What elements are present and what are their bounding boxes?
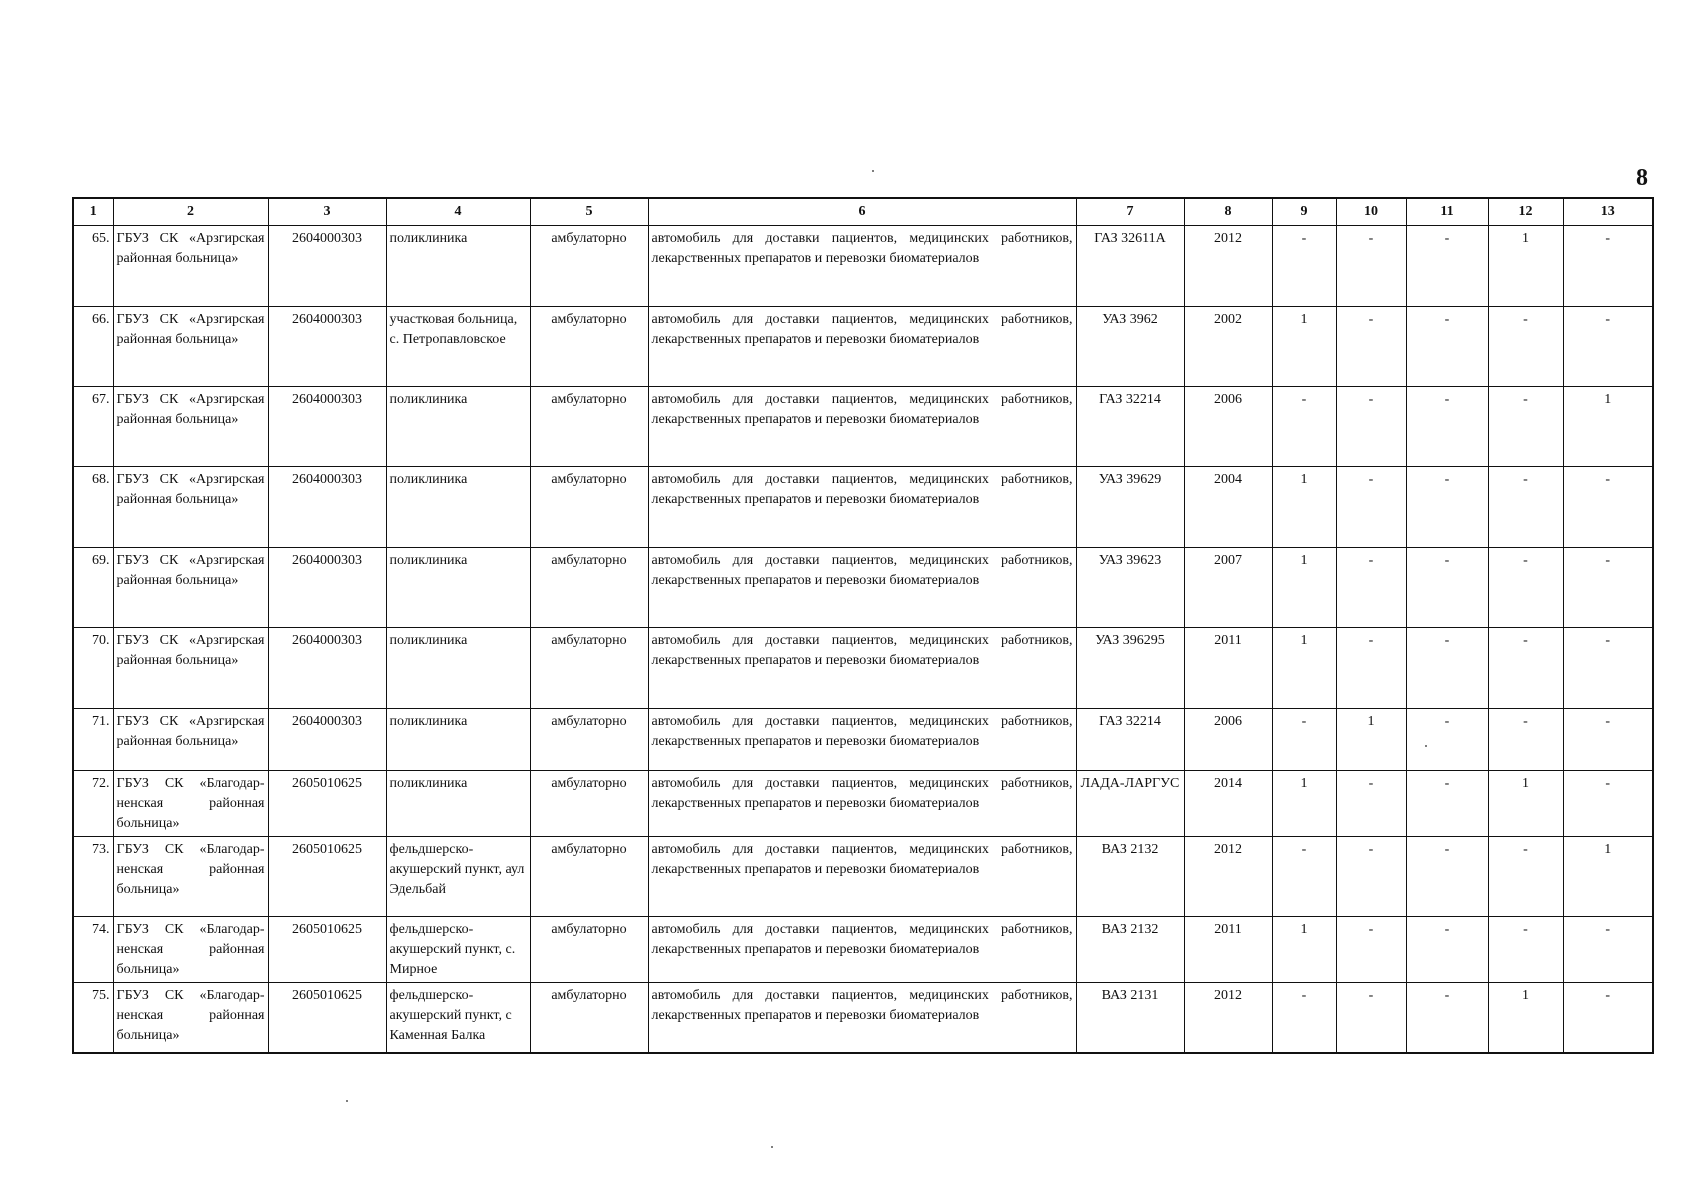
vehicle-purpose: автомобиль для доставки пациентов, медицинских работников, лекарственных препаратов и перевозки биоматериалов (648, 917, 1076, 983)
registration-code: 2605010625 (268, 837, 386, 917)
vehicle-purpose: автомобиль для доставки пациентов, медицинских работников, лекарственных препаратов и перевозки биоматериалов (648, 771, 1076, 837)
cell-col-10: 1 (1336, 709, 1406, 771)
cell-col-13: - (1563, 467, 1653, 548)
cell-col-13: - (1563, 307, 1653, 387)
vehicle-model: ГАЗ 32611А (1076, 226, 1184, 307)
column-header-5: 5 (530, 198, 648, 226)
registration-code: 2604000303 (268, 226, 386, 307)
column-number-header (73, 198, 1653, 226)
facility-unit: фельдшерско-акушерский пункт, с Каменная Балка (386, 983, 530, 1053)
table-row (73, 548, 1653, 628)
vehicle-purpose: автомобиль для доставки пациентов, медицинских работников, лекарственных препаратов и перевозки биоматериалов (648, 983, 1076, 1053)
row-number: 68. (73, 467, 113, 548)
vehicle-model: УАЗ 396295 (1076, 628, 1184, 709)
column-header-9: 9 (1272, 198, 1336, 226)
organization-name: ГБУЗ СК «Арзгирская районная больница» (113, 226, 268, 307)
care-mode: амбулаторно (530, 307, 648, 387)
manufacture-year: 2012 (1184, 226, 1272, 307)
care-mode: амбулаторно (530, 467, 648, 548)
manufacture-year: 2004 (1184, 467, 1272, 548)
vehicle-purpose: автомобиль для доставки пациентов, медицинских работников, лекарственных препаратов и перевозки биоматериалов (648, 548, 1076, 628)
manufacture-year: 2007 (1184, 548, 1272, 628)
cell-col-11: - (1406, 771, 1488, 837)
facility-unit: поликлиника (386, 771, 530, 837)
cell-col-9: 1 (1272, 467, 1336, 548)
organization-name: ГБУЗ СК «Благодар-ненская районная больница» (113, 983, 268, 1053)
registration-code: 2605010625 (268, 771, 386, 837)
manufacture-year: 2011 (1184, 917, 1272, 983)
column-header-4: 4 (386, 198, 530, 226)
page-number: 8 (1636, 165, 1648, 191)
cell-col-9: - (1272, 226, 1336, 307)
care-mode: амбулаторно (530, 628, 648, 709)
table-row (73, 771, 1653, 837)
facility-unit: поликлиника (386, 467, 530, 548)
organization-name: ГБУЗ СК «Благодар-ненская районная больница» (113, 917, 268, 983)
facility-unit: фельдшерско-акушерский пункт, с. Мирное (386, 917, 530, 983)
cell-col-13: - (1563, 548, 1653, 628)
care-mode: амбулаторно (530, 983, 648, 1053)
table-row (73, 709, 1653, 771)
scan-speck (872, 170, 874, 172)
cell-col-13: - (1563, 628, 1653, 709)
cell-col-9: - (1272, 837, 1336, 917)
cell-col-11: - (1406, 709, 1488, 771)
vehicle-model: ГАЗ 32214 (1076, 387, 1184, 467)
cell-col-11: - (1406, 628, 1488, 709)
organization-name: ГБУЗ СК «Арзгирская районная больница» (113, 709, 268, 771)
facility-unit: поликлиника (386, 628, 530, 709)
care-mode: амбулаторно (530, 226, 648, 307)
organization-name: ГБУЗ СК «Благодар-ненская районная больница» (113, 837, 268, 917)
table-row (73, 226, 1653, 307)
column-header-2: 2 (113, 198, 268, 226)
cell-col-11: - (1406, 837, 1488, 917)
cell-col-9: 1 (1272, 771, 1336, 837)
cell-col-10: - (1336, 917, 1406, 983)
cell-col-13: 1 (1563, 387, 1653, 467)
manufacture-year: 2006 (1184, 387, 1272, 467)
cell-col-11: - (1406, 226, 1488, 307)
cell-col-9: 1 (1272, 548, 1336, 628)
cell-col-13: - (1563, 771, 1653, 837)
manufacture-year: 2002 (1184, 307, 1272, 387)
care-mode: амбулаторно (530, 917, 648, 983)
organization-name: ГБУЗ СК «Благодар-ненская районная больница» (113, 771, 268, 837)
manufacture-year: 2012 (1184, 837, 1272, 917)
registration-code: 2604000303 (268, 548, 386, 628)
cell-col-9: - (1272, 387, 1336, 467)
care-mode: амбулаторно (530, 837, 648, 917)
manufacture-year: 2012 (1184, 983, 1272, 1053)
vehicle-model: ВАЗ 2132 (1076, 917, 1184, 983)
column-header-13: 13 (1563, 198, 1653, 226)
cell-col-9: 1 (1272, 917, 1336, 983)
table-row (73, 983, 1653, 1053)
cell-col-10: - (1336, 467, 1406, 548)
vehicle-model: ЛАДА-ЛАРГУС (1076, 771, 1184, 837)
cell-col-10: - (1336, 387, 1406, 467)
cell-col-11: - (1406, 387, 1488, 467)
organization-name: ГБУЗ СК «Арзгирская районная больница» (113, 307, 268, 387)
manufacture-year: 2014 (1184, 771, 1272, 837)
table-row (73, 387, 1653, 467)
vehicle-purpose: автомобиль для доставки пациентов, медицинских работников, лекарственных препаратов и перевозки биоматериалов (648, 709, 1076, 771)
row-number: 71. (73, 709, 113, 771)
vehicle-model: УАЗ 3962 (1076, 307, 1184, 387)
cell-col-13: 1 (1563, 837, 1653, 917)
cell-col-10: - (1336, 771, 1406, 837)
cell-col-12: - (1488, 709, 1563, 771)
care-mode: амбулаторно (530, 387, 648, 467)
table-row (73, 307, 1653, 387)
table-row (73, 917, 1653, 983)
care-mode: амбулаторно (530, 709, 648, 771)
column-header-11: 11 (1406, 198, 1488, 226)
facility-unit: поликлиника (386, 387, 530, 467)
vehicle-purpose: автомобиль для доставки пациентов, медицинских работников, лекарственных препаратов и перевозки биоматериалов (648, 837, 1076, 917)
row-number: 69. (73, 548, 113, 628)
cell-col-11: - (1406, 548, 1488, 628)
column-header-8: 8 (1184, 198, 1272, 226)
vehicle-model: ГАЗ 32214 (1076, 709, 1184, 771)
row-number: 67. (73, 387, 113, 467)
cell-col-12: - (1488, 548, 1563, 628)
organization-name: ГБУЗ СК «Арзгирская районная больница» (113, 548, 268, 628)
vehicle-purpose: автомобиль для доставки пациентов, медицинских работников, лекарственных препаратов и перевозки биоматериалов (648, 387, 1076, 467)
row-number: 65. (73, 226, 113, 307)
column-header-6: 6 (648, 198, 1076, 226)
cell-col-13: - (1563, 226, 1653, 307)
cell-col-12: 1 (1488, 983, 1563, 1053)
row-number: 75. (73, 983, 113, 1053)
organization-name: ГБУЗ СК «Арзгирская районная больница» (113, 628, 268, 709)
vehicle-register-table (72, 197, 1654, 1054)
organization-name: ГБУЗ СК «Арзгирская районная больница» (113, 467, 268, 548)
vehicle-model: ВАЗ 2131 (1076, 983, 1184, 1053)
registration-code: 2605010625 (268, 983, 386, 1053)
facility-unit: поликлиника (386, 226, 530, 307)
cell-col-9: - (1272, 983, 1336, 1053)
vehicle-model: ВАЗ 2132 (1076, 837, 1184, 917)
manufacture-year: 2006 (1184, 709, 1272, 771)
row-number: 66. (73, 307, 113, 387)
cell-col-10: - (1336, 548, 1406, 628)
column-header-3: 3 (268, 198, 386, 226)
scan-speck (346, 1100, 348, 1102)
cell-col-11: - (1406, 917, 1488, 983)
facility-unit: поликлиника (386, 709, 530, 771)
row-number: 70. (73, 628, 113, 709)
facility-unit: фельдшерско-акушерский пункт, аул Эдельбай (386, 837, 530, 917)
registration-code: 2604000303 (268, 307, 386, 387)
row-number: 74. (73, 917, 113, 983)
cell-col-11: - (1406, 467, 1488, 548)
cell-col-13: - (1563, 917, 1653, 983)
cell-col-12: 1 (1488, 771, 1563, 837)
table-row (73, 467, 1653, 548)
cell-col-9: - (1272, 709, 1336, 771)
cell-col-11: - (1406, 307, 1488, 387)
cell-col-12: - (1488, 307, 1563, 387)
registration-code: 2604000303 (268, 467, 386, 548)
cell-col-10: - (1336, 837, 1406, 917)
table-row (73, 837, 1653, 917)
table-row (73, 628, 1653, 709)
cell-col-10: - (1336, 226, 1406, 307)
registration-code: 2604000303 (268, 387, 386, 467)
cell-col-10: - (1336, 307, 1406, 387)
manufacture-year: 2011 (1184, 628, 1272, 709)
cell-col-12: - (1488, 467, 1563, 548)
column-header-1: 1 (73, 198, 113, 226)
vehicle-model: УАЗ 39629 (1076, 467, 1184, 548)
scan-speck (771, 1146, 773, 1148)
facility-unit: участковая больница, с. Петропавловское (386, 307, 530, 387)
cell-col-10: - (1336, 628, 1406, 709)
cell-col-12: - (1488, 387, 1563, 467)
cell-col-13: - (1563, 709, 1653, 771)
column-header-10: 10 (1336, 198, 1406, 226)
organization-name: ГБУЗ СК «Арзгирская районная больница» (113, 387, 268, 467)
vehicle-purpose: автомобиль для доставки пациентов, медицинских работников, лекарственных препаратов и перевозки биоматериалов (648, 467, 1076, 548)
cell-col-12: - (1488, 628, 1563, 709)
cell-col-12: - (1488, 837, 1563, 917)
vehicle-purpose: автомобиль для доставки пациентов, медицинских работников, лекарственных препаратов и перевозки биоматериалов (648, 226, 1076, 307)
cell-col-9: 1 (1272, 628, 1336, 709)
column-header-7: 7 (1076, 198, 1184, 226)
registration-code: 2604000303 (268, 709, 386, 771)
cell-col-13: - (1563, 983, 1653, 1053)
row-number: 72. (73, 771, 113, 837)
cell-col-10: - (1336, 983, 1406, 1053)
registration-code: 2605010625 (268, 917, 386, 983)
cell-col-12: 1 (1488, 226, 1563, 307)
registration-code: 2604000303 (268, 628, 386, 709)
vehicle-purpose: автомобиль для доставки пациентов, медицинских работников, лекарственных препаратов и перевозки биоматериалов (648, 628, 1076, 709)
column-header-12: 12 (1488, 198, 1563, 226)
cell-col-9: 1 (1272, 307, 1336, 387)
cell-col-12: - (1488, 917, 1563, 983)
vehicle-purpose: автомобиль для доставки пациентов, медицинских работников, лекарственных препаратов и перевозки биоматериалов (648, 307, 1076, 387)
care-mode: амбулаторно (530, 548, 648, 628)
vehicle-model: УАЗ 39623 (1076, 548, 1184, 628)
cell-col-11: - (1406, 983, 1488, 1053)
row-number: 73. (73, 837, 113, 917)
care-mode: амбулаторно (530, 771, 648, 837)
facility-unit: поликлиника (386, 548, 530, 628)
